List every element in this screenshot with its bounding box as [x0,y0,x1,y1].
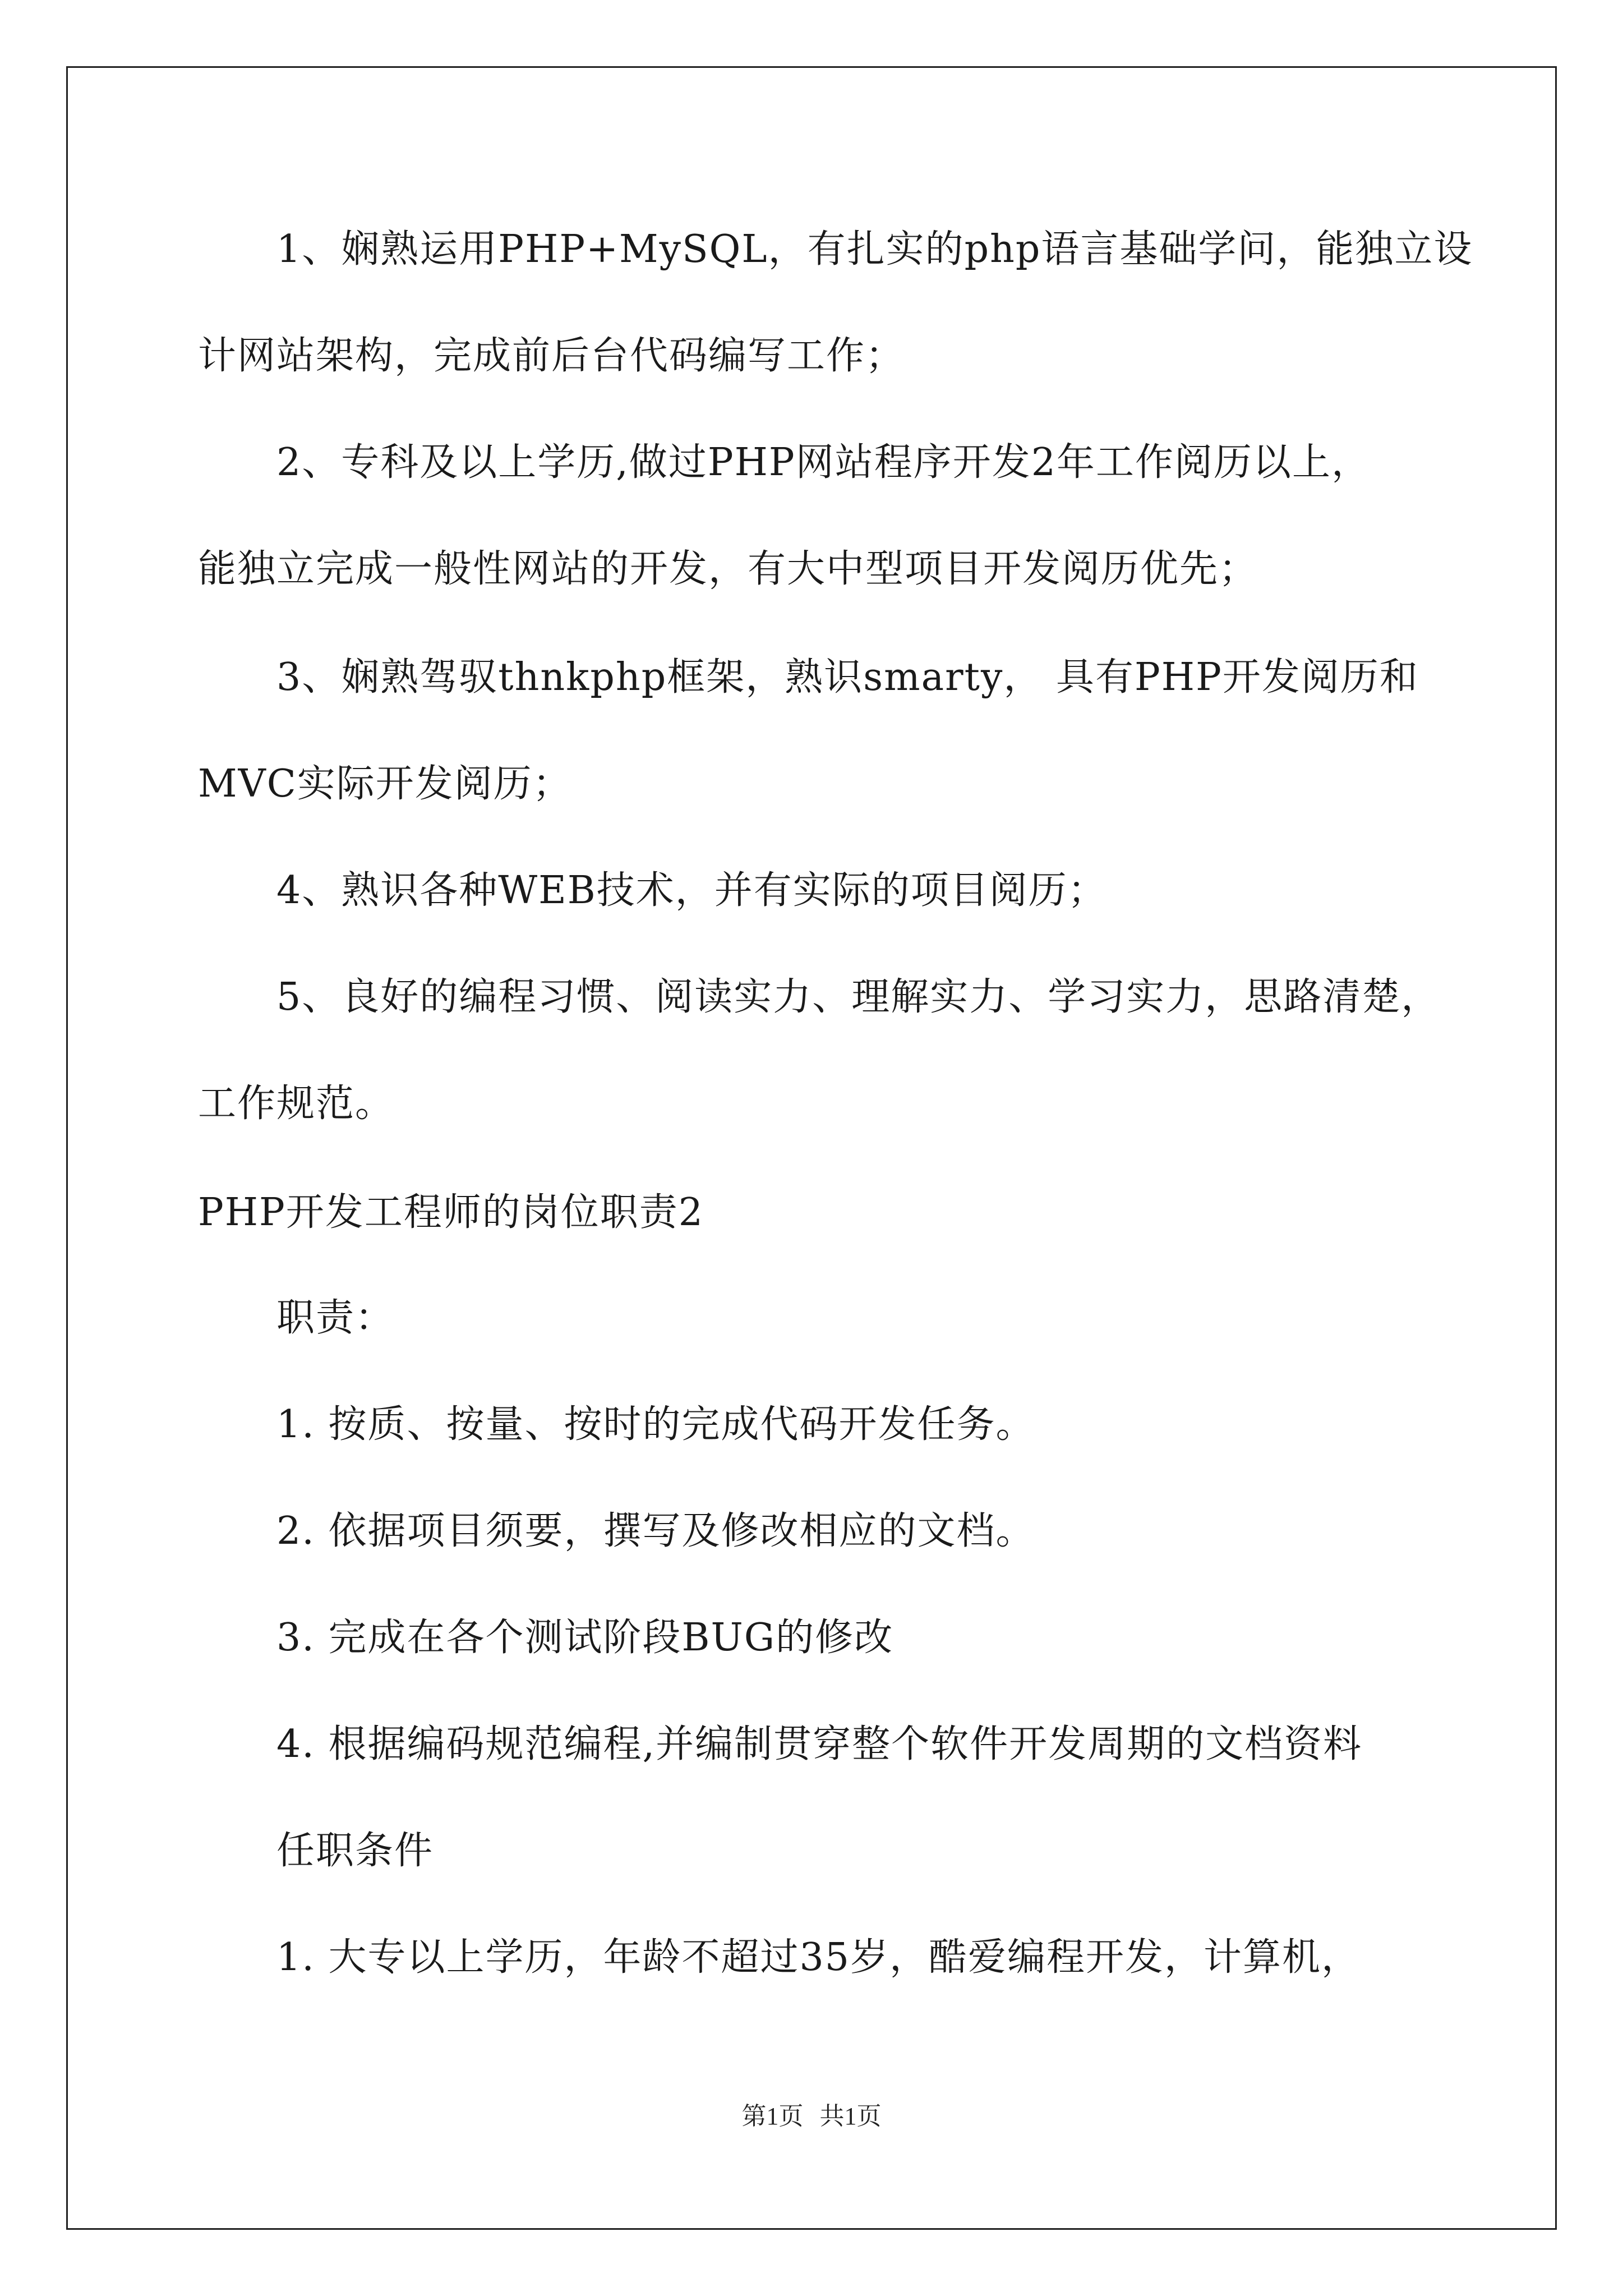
paragraph-line: 2、专科及以上学历,做过PHP网站程序开发2年工作阅历以上， [276,440,1371,485]
paragraph-line: 5、良好的编程习惯、阅读实力、理解实力、学习实力，思路清楚， [276,975,1441,1019]
paragraph-line: 能独立完成一般性网站的开发，有大中型项目开发阅历优先； [198,547,1258,591]
paragraph-line: 4、熟识各种WEB技术，并有实际的项目阅历； [276,868,1107,913]
paragraph-line: 4. 根据编码规范编程,并编制贯穿整个软件开发周期的文档资料 [276,1722,1363,1766]
paragraph-line: 1. 大专以上学历，年龄不超过35岁，酷爱编程开发，计算机， [276,1935,1361,1980]
paragraph-line: 计网站架构，完成前后台代码编写工作； [198,334,905,378]
paragraph-line: MVC实际开发阅历； [198,762,572,806]
paragraph-line: 任职条件 [276,1829,434,1873]
section-heading: PHP开发工程师的岗位职责2 [198,1190,704,1235]
page-footer: 第1页 共1页 [741,2102,882,2130]
paragraph-line: 2. 依据项目须要，撰写及修改相应的文档。 [276,1509,1035,1553]
paragraph-line: 1、娴熟运用PHP+MySQL，有扎实的php语言基础学问，能独立设 [276,227,1473,272]
paragraph-line: 职责： [276,1296,395,1340]
paragraph-line: 3、娴熟驾驭thnkphp框架，熟识smarty， 具有PHP开发阅历和 [276,655,1419,700]
paragraph-line: 1. 按质、按量、按时的完成代码开发任务。 [276,1402,1035,1447]
paragraph-line: 3. 完成在各个测试阶段BUG的修改 [276,1616,894,1660]
paragraph-line: 工作规范。 [198,1082,395,1126]
